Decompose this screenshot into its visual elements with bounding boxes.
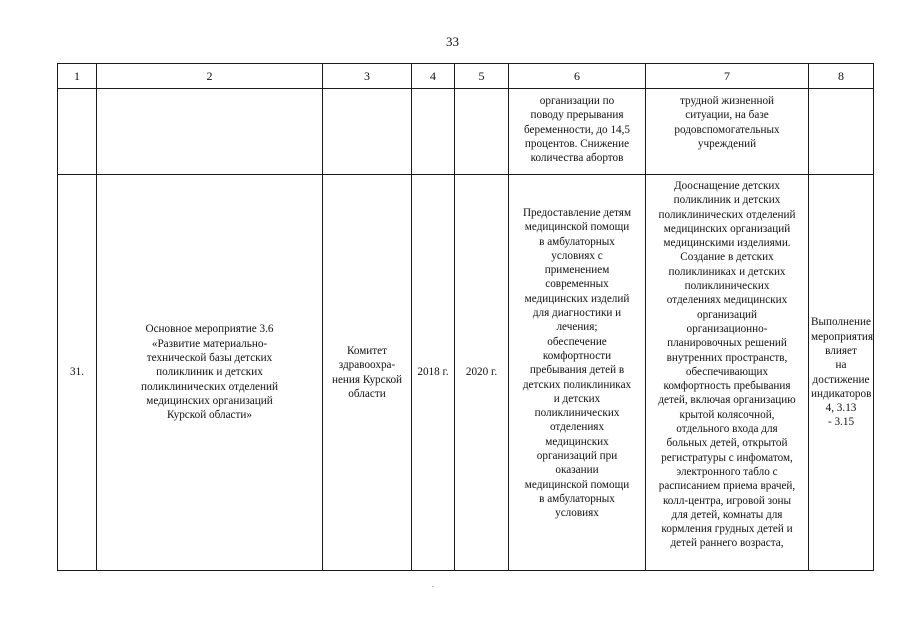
row31-indicators-text: Выполнение мероприятия влияет на достижение индикаторов 4, 3.13 - 3.15 bbox=[811, 316, 873, 429]
header-col-8: 8 bbox=[809, 64, 874, 89]
cont-col7-text: трудной жизненной ситуации, на базе родовспомогательных учреждений bbox=[674, 95, 780, 150]
cont-cell-3 bbox=[323, 89, 412, 175]
row31-content-text: Дооснащение детских поликлиник и детских поликлинических отделений медицинских организаций медицинскими изделиями. Создание в детских поликлиниках и детских поликлинических отделениях медицинских организаций организационно- планировочных решений внутренних пространств, обеспечивающих комфортность пребывания детей, включая организацию крытой колясочной, отдельного входа для больных детей, открытой регистратуры с инфоматом, электронного табло с расписанием приема врачей, колл-центра, игровой зоны для детей, комнаты для кормления грудных детей и детей раннего возраста, bbox=[658, 180, 796, 550]
table-row-continuation bbox=[58, 89, 874, 175]
cont-cell-7 bbox=[646, 89, 809, 175]
row31-expected-result bbox=[509, 175, 646, 571]
row31-executor bbox=[323, 175, 412, 571]
cont-cell-1 bbox=[58, 89, 97, 175]
header-col-3: 3 bbox=[323, 64, 412, 89]
row31-end-year-text: 2020 г. bbox=[465, 366, 498, 379]
row31-number-text: 31. bbox=[70, 366, 84, 379]
row31-executor-text: Комитет здравоохра- нения Курской области bbox=[331, 344, 403, 400]
cont-cell-6 bbox=[509, 89, 646, 175]
row31-start-year-text: 2018 г. bbox=[417, 366, 449, 379]
header-col-7: 7 bbox=[646, 64, 809, 89]
header-col-6: 6 bbox=[509, 64, 646, 89]
cont-cell-8 bbox=[809, 89, 874, 175]
header-row bbox=[58, 64, 874, 89]
program-table bbox=[57, 63, 874, 571]
row31-content bbox=[646, 175, 809, 571]
scan-artifact bbox=[432, 586, 434, 587]
cont-cell-5 bbox=[455, 89, 509, 175]
cont-cell-2 bbox=[97, 89, 323, 175]
header-col-1: 1 bbox=[58, 64, 97, 89]
row31-indicators bbox=[809, 175, 874, 571]
row31-measure bbox=[97, 175, 323, 571]
row31-measure-text: Основное мероприятие 3.6 «Развитие материально- технической базы детских поликлиник и детских поликлинических отделений медицинских организаций Курской области» bbox=[141, 323, 278, 422]
header-col-4: 4 bbox=[412, 64, 455, 89]
cont-cell-4 bbox=[412, 89, 455, 175]
page-number: 33 bbox=[446, 34, 459, 49]
cont-col6-text: организации по поводу прерывания беременности, до 14,5 процентов. Снижение количества абортов bbox=[523, 95, 631, 165]
row31-number bbox=[58, 175, 97, 571]
header-col-5: 5 bbox=[455, 64, 509, 89]
row31-start-year bbox=[412, 175, 455, 571]
row31-expected-result-text: Предоставление детям медицинской помощи в амбулаторных условиях с применением современных медицинских изделий для диагностики и лечения; обеспечение комфортности пребывания детей в детских поликлиниках и детских поликлинических отделениях медицинских организаций при оказании медицинской помощи в амбулаторных условиях bbox=[522, 207, 632, 520]
table-row-31 bbox=[58, 175, 874, 571]
row31-end-year bbox=[455, 175, 509, 571]
header-col-2: 2 bbox=[97, 64, 323, 89]
